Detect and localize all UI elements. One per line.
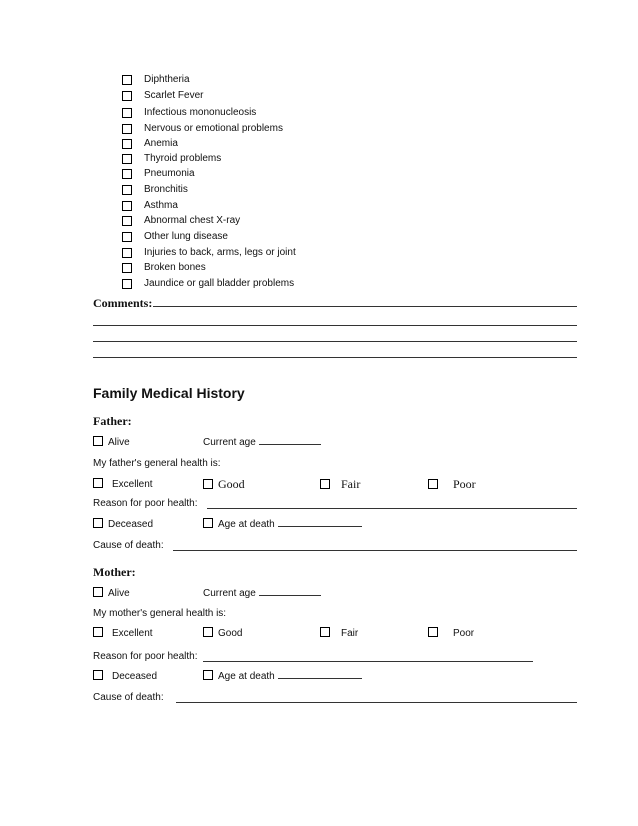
mother-fair-option[interactable]: Fair bbox=[320, 627, 358, 639]
cause-of-death-field[interactable] bbox=[173, 550, 577, 551]
checkbox[interactable] bbox=[203, 627, 213, 637]
checkbox[interactable] bbox=[203, 670, 213, 680]
mother-deceased-option[interactable]: Deceased bbox=[93, 670, 157, 682]
checkbox[interactable] bbox=[93, 478, 103, 488]
mother-good-option[interactable]: Good bbox=[203, 627, 242, 639]
father-age-at-death-option[interactable]: Age at death bbox=[203, 518, 362, 530]
checkbox[interactable] bbox=[93, 587, 103, 597]
mother-general-health-label: My mother's general health is: bbox=[93, 608, 227, 619]
father-general-health-label: My father's general health is: bbox=[93, 458, 221, 469]
checkbox[interactable] bbox=[93, 670, 103, 680]
cause-of-death-field[interactable] bbox=[176, 702, 577, 703]
mother-age-at-death-option[interactable]: Age at death bbox=[203, 670, 362, 682]
father-reason-poor: Reason for poor health: bbox=[93, 498, 198, 509]
section-title: Family Medical History bbox=[93, 385, 245, 401]
current-age-field[interactable] bbox=[259, 436, 321, 445]
checkbox[interactable] bbox=[122, 201, 132, 211]
checkbox[interactable] bbox=[93, 436, 103, 446]
checkbox[interactable] bbox=[428, 627, 438, 637]
father-alive-option[interactable]: Alive bbox=[93, 436, 130, 448]
current-age-field[interactable] bbox=[259, 587, 321, 596]
father-cause-of-death: Cause of death: bbox=[93, 540, 164, 551]
checkbox[interactable] bbox=[122, 216, 132, 226]
checkbox[interactable] bbox=[203, 518, 213, 528]
comments-line[interactable] bbox=[153, 306, 577, 307]
father-deceased-option[interactable]: Deceased bbox=[93, 518, 153, 530]
mother-heading: Mother: bbox=[93, 565, 136, 579]
checkbox[interactable] bbox=[320, 479, 330, 489]
checkbox[interactable] bbox=[428, 479, 438, 489]
father-excellent-option[interactable]: Excellent bbox=[93, 478, 153, 490]
mother-reason-poor: Reason for poor health: bbox=[93, 651, 198, 662]
mother-current-age: Current age bbox=[203, 587, 321, 599]
checkbox[interactable] bbox=[122, 139, 132, 149]
reason-poor-field[interactable] bbox=[203, 661, 533, 662]
checkbox[interactable] bbox=[93, 627, 103, 637]
mother-cause-of-death: Cause of death: bbox=[93, 692, 164, 703]
age-at-death-field[interactable] bbox=[278, 670, 362, 679]
checkbox[interactable] bbox=[122, 248, 132, 258]
father-good-option[interactable]: Good bbox=[203, 477, 245, 492]
mother-alive-option[interactable]: Alive bbox=[93, 587, 130, 599]
comments-line[interactable] bbox=[93, 341, 577, 342]
mother-excellent-option[interactable]: Excellent bbox=[93, 627, 153, 639]
checkbox[interactable] bbox=[122, 75, 132, 85]
age-at-death-field[interactable] bbox=[278, 518, 362, 527]
checkbox[interactable] bbox=[122, 279, 132, 289]
comments-line[interactable] bbox=[93, 357, 577, 358]
comments-line[interactable] bbox=[93, 325, 577, 326]
mother-poor-option[interactable]: Poor bbox=[428, 627, 474, 639]
checkbox[interactable] bbox=[320, 627, 330, 637]
checkbox[interactable] bbox=[122, 263, 132, 273]
checkbox[interactable] bbox=[122, 232, 132, 242]
reason-poor-field[interactable] bbox=[207, 508, 577, 509]
father-fair-option[interactable]: Fair bbox=[320, 477, 360, 492]
comments-label: Comments: bbox=[93, 296, 153, 310]
checkbox[interactable] bbox=[93, 518, 103, 528]
checkbox[interactable] bbox=[122, 108, 132, 118]
checkbox[interactable] bbox=[203, 479, 213, 489]
checkbox[interactable] bbox=[122, 154, 132, 164]
checkbox[interactable] bbox=[122, 185, 132, 195]
father-poor-option[interactable]: Poor bbox=[428, 477, 476, 492]
checkbox[interactable] bbox=[122, 91, 132, 101]
father-current-age: Current age bbox=[203, 436, 321, 448]
father-heading: Father: bbox=[93, 414, 132, 428]
checkbox[interactable] bbox=[122, 169, 132, 179]
checkbox[interactable] bbox=[122, 124, 132, 134]
